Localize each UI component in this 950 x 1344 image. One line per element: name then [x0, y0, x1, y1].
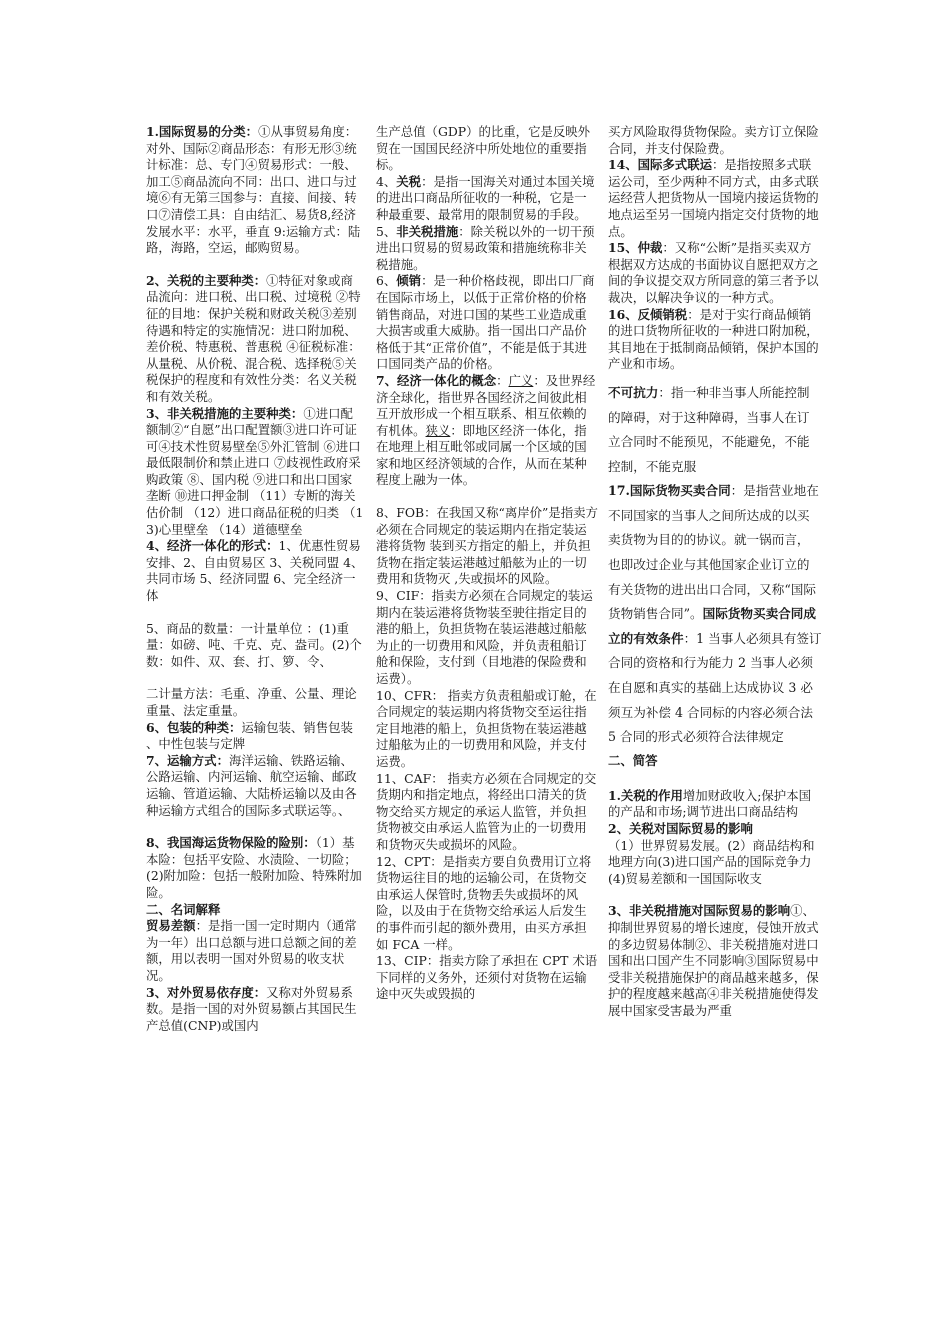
term-text: ：即地区经济一体化，指在地理上相互毗邻或同属一个区域的国家和地区经济领域的合作，从而在某种程度上融为一体。 — [376, 422, 587, 488]
term-title: 3、对外贸易依存度： — [146, 984, 267, 1000]
section-text: 1、优惠性贸易安排、2、自由贸易区 3、关税同盟 4、共同市场 5、经济同盟 6、完全经济一体 — [146, 538, 364, 604]
section-nontariff-types — [146, 406, 364, 539]
term-title: 15、仲裁 — [608, 240, 663, 256]
term-title: 8、FOB — [376, 505, 425, 521]
term-text: ：及世界经济全球化，指世界各国经济之间彼此相互开放形成一个相互联系、相互依赖的有机体。 — [376, 372, 596, 438]
answer-title: 3、非关税措施对国际贸易的影响 — [608, 903, 791, 919]
section-title: 2、关税的主要种类： — [146, 272, 267, 288]
term-text-2: ：1 当事人必须具有签订合同的资格和行为能力 2 当事人必须在自愿和真实的基础上达成协议 3 必须互为补偿 4 合同标的内容必须合法 5 合同的形式必须符合法律规定 — [608, 630, 822, 745]
section-tariff-types — [146, 273, 364, 406]
term-text: ：是指卖方要自负费用订立将货物运往目的地的运输公司，在货物交由承运人保管时,货物丢失或损坏的风险，以及由于在货物交给承运人后发生的事件而引起的额外费用，由买方承担如 FCA 一样。 — [376, 853, 592, 952]
answer-title: 1.关税的作用 — [608, 787, 683, 803]
term-cif — [376, 588, 598, 688]
answer-tariff-function — [608, 788, 822, 821]
term-continued: 买方风险取得货物保险。卖方订立保险合同，并支付保险费。 — [608, 124, 819, 156]
section-packaging — [146, 720, 364, 753]
section-text: 运输包装、销售包装 、中性包装与定牌 — [146, 719, 353, 752]
column-1 — [146, 124, 364, 1034]
section-text: 海洋运输、铁路运输、公路运输、内河运输、航空运输、邮政运输、管道运输、大陆桥运输以及由各种运输方式组合的国际多式联运等。、 — [146, 752, 357, 818]
section-title: 1.国际贸易的分类： — [146, 124, 259, 139]
term-tariff — [376, 174, 598, 224]
term-cip — [376, 953, 598, 1003]
term-title: 16、反倾销税 — [608, 306, 688, 322]
section-title: 7、运输方式： — [146, 752, 229, 768]
term-number: 5、 — [376, 223, 397, 239]
term-title-2: 国际货物买卖合同成立的有效条件 — [608, 606, 816, 646]
term-title: 不可抗力 — [608, 384, 659, 400]
term-text: ：指卖方除了承担在 CPT 术语下同样的义务外，还须付对货物在运输途中灭失或毁损的 — [376, 953, 598, 1002]
answer-text: 增加财政收入;保护本国的产品和市场;调节进出口商品结构 — [608, 787, 811, 820]
term-trade-dependence — [146, 985, 364, 1035]
term-text: ：除关税以外的一切干预进出口贸易的贸易政策和措施统称非关税措施。 — [376, 223, 595, 272]
term-text: ：是指一国一定时期内（通常为一年）出口总额与进口总额之间的差额，用以表明一国对外贸易的收支状况。 — [146, 918, 357, 983]
column-2 — [376, 124, 598, 1003]
section-text: ①从事贸易角度：对外、国际②商品形态：有形无形③统计标准：总、专门④贸易形式：一般、加工⑤商品流向不同：出口、进口与过境⑥有无第三国参与：直接、间接、转口⑦清偿工具：自由结汇、易货8,经济发展水平：水平，垂直 9:运输方式：陆路，海路，空运，邮购贸易。 — [146, 124, 361, 256]
term-title: 11、CAF — [376, 770, 432, 786]
term-number: 6、 — [376, 273, 397, 289]
term-text: ：指卖方必须在合同规定的装运期内在装运港将货物装至驶往指定目的港的船上，负担货物在装运港越过船舷为止的一切费用和风险，并负责租船订舱和保险，支付到（目地港的保险费和运费）。 — [376, 588, 593, 686]
answer-text: （1）世界贸易发展。(2）商品结构和地理方向(3)进口国产品的国际竞争力(4)贸易差额和一国国际收支 — [608, 837, 815, 886]
term-cfr — [376, 688, 598, 771]
heading-short-answers: 二、简答 — [608, 752, 658, 768]
term-text: ：是指按照多式联运公司，至少两种不同方式，由多式联运经营人把货物从一国境内接运货物的地点运至另一国境内指定交付货物的地点。 — [608, 157, 819, 239]
term-text: ： 指卖方必须在合同规定的交货期内和指定地点，将经出口清关的货物交给买方规定的承运人监管，并负担货物被交由承运人监管为止的一切费用和货物灭失或损坏的风险。 — [376, 770, 597, 852]
section-commodity-quantity — [146, 621, 364, 671]
narrow-label: 狭义 — [425, 422, 451, 438]
term-caf — [376, 771, 598, 854]
term-nontariff — [376, 224, 598, 274]
term-text: ：是一种价格歧视，即出口厂商在国际市场上，以低于正常价格的价格销售商品，对进口国的某些工业造成重大损害或重大威胁。指一国出口产品价格低于其“正常价值”，不能是低于其进口国同类产品的价格。 — [376, 273, 595, 372]
section-text: （1）基本险：包括平安险、水渍险、一切险；(2)附加险：包括一般附加险、特殊附加险。 — [146, 835, 362, 900]
broad-label: 广义 — [508, 372, 534, 388]
section-title: 8、我国海运货物保险的险别： — [146, 835, 316, 851]
section-lead: 5、商品的数量 — [146, 620, 229, 636]
answer-tariff-impact — [608, 821, 822, 887]
term-text: ：是指营业地在不同国家的当事人之间所达成的以买卖货物为目的的协议。就一锅而言，也即改过企业与其他国家企业订立的有关货物的进出出口合同，又称“国际货物销售合同”。 — [608, 483, 819, 622]
term-title: 14、国际多式联运 — [608, 157, 712, 173]
term-text: ：在我国又称“离岸价”是指卖方必须在合同规定的装运期内在指定装运港将货物 装到买方指定的船上，并负担货物在指定装运港越过船舷为止的一切费用和货物灭 ,失或损坏的风险。 — [376, 505, 598, 587]
term-text: ：又称“公断”是指买卖双方根据双方达成的书面协议自愿把双方之间的争议提交双方所同意的第三者予以裁决，以解决争议的一种方式。 — [608, 240, 819, 305]
section-text: ：一计量单位 ：(1)重量：如磅、吨、千克、克、盎司。(2)个数：如件、双、套、打、箩、令、 — [146, 620, 362, 669]
term-number: 4、 — [376, 173, 397, 189]
section-trade-classification — [146, 124, 364, 257]
term-dumping — [376, 273, 598, 373]
term-cpt — [376, 854, 598, 954]
term-continued: 生产总值（GDP）的比重，它是反映外贸在一国国民经济中所处地位的重要指标。 — [376, 124, 591, 173]
term-text: ：指一种非当事人所能控制的障碍，对于这种障碍，当事人在订立合同时不能预见，不能避免，不能控制，不能克服 — [608, 384, 810, 474]
term-title: 关税 — [396, 173, 422, 189]
section-title: 6、包装的种类： — [146, 719, 242, 735]
answer-title: 2、关税对国际贸易的影响 — [608, 821, 753, 836]
term-title: 倾销 — [396, 273, 422, 289]
term-title: 9、CIF — [376, 588, 420, 604]
term-antidumping — [608, 307, 822, 373]
term-colon: ： — [496, 372, 509, 388]
term-title: 12、CPT — [376, 853, 431, 869]
section-insurance — [146, 835, 364, 901]
term-text: ： 指卖方负责租船或订舱，在合同规定的装运期内将货物交至运往指定目地港的船上，负担货物在装运港越过船舷为止的一切费用和风险，并支付运费。 — [376, 687, 597, 769]
term-title: 贸易差额 — [146, 918, 196, 934]
term-fob — [376, 505, 598, 588]
section-text: ①进口配额制②“自愿”出口配置额③进口许可证可④技术性贸易壁垒⑤外汇管制 ⑥进口最低限制价和禁止进口 ⑦歧视性政府采购政策 ⑧、国内税 ⑨进口和出口国家垄断 ⑩进口押金制 （11）专断的海关估价制 （12）进口商品征税的归类 （13)心里壁垒 （14）道德壁垒 — [146, 405, 364, 537]
term-integration-concept — [376, 373, 598, 489]
term-text: ：是对于实行商品倾销的进口货物所征收的一种进口附加税，其目地在于抵制商品倾销，保护本国的产业和市场。 — [608, 306, 819, 372]
term-trade-balance — [146, 918, 364, 984]
answer-text: ①、抑制世界贸易的增长速度，侵蚀开放式的多边贸易体制②、非关税措施对进口国和出口国产生不同影响③国际贸易中受非关税措施保护的商品越来越多，保护的程度越来越高④非关税措施使得发展中国家受害最为严重 — [608, 903, 819, 1018]
term-title: 非关税措施 — [396, 223, 459, 239]
term-title: 10、CFR — [376, 687, 432, 703]
term-force-majeure — [608, 381, 822, 479]
term-arbitration — [608, 240, 822, 306]
section-integration-forms — [146, 538, 364, 604]
section-title: 4、经济一体化的形式： — [146, 538, 279, 554]
term-title: 17.国际货物买卖合同 — [608, 483, 731, 499]
section-transport — [146, 753, 364, 819]
term-multimodal — [608, 157, 822, 240]
term-title: 13、CIP — [376, 953, 427, 969]
heading-terms: 二、名词解释 — [146, 901, 221, 917]
section-measurement-methods: 二计量方法：毛重、净重、公量、理论重量、法定重量。 — [146, 686, 357, 718]
term-text: 又称对外贸易系数。是指一国的对外贸易额占其国民生产总值(CNP)或国内 — [146, 984, 357, 1033]
term-sales-contract — [608, 479, 822, 750]
column-3 — [608, 124, 822, 1020]
section-title: 3、非关税措施的主要种类： — [146, 405, 304, 421]
term-text: ：是指一国海关对通过本国关境的进出口商品所征收的一种税，它是一种最重要、最常用的限制贸易的手段。 — [376, 173, 595, 222]
term-title: 7、经济一体化的概念 — [376, 372, 497, 388]
answer-nontariff-impact — [608, 903, 822, 1019]
section-text: ①特征对象或商品流向：进口税、出口税、过境税 ②特征的目地：保护关税和财政关税③差别待遇和特定的实施情况：进口附加税、差价税、特惠税、普惠税 ④征税标准：从量税、从价税、混合税、选择税⑤关税保护的程度和有效性分类：名义关税和有效关税。 — [146, 272, 361, 404]
